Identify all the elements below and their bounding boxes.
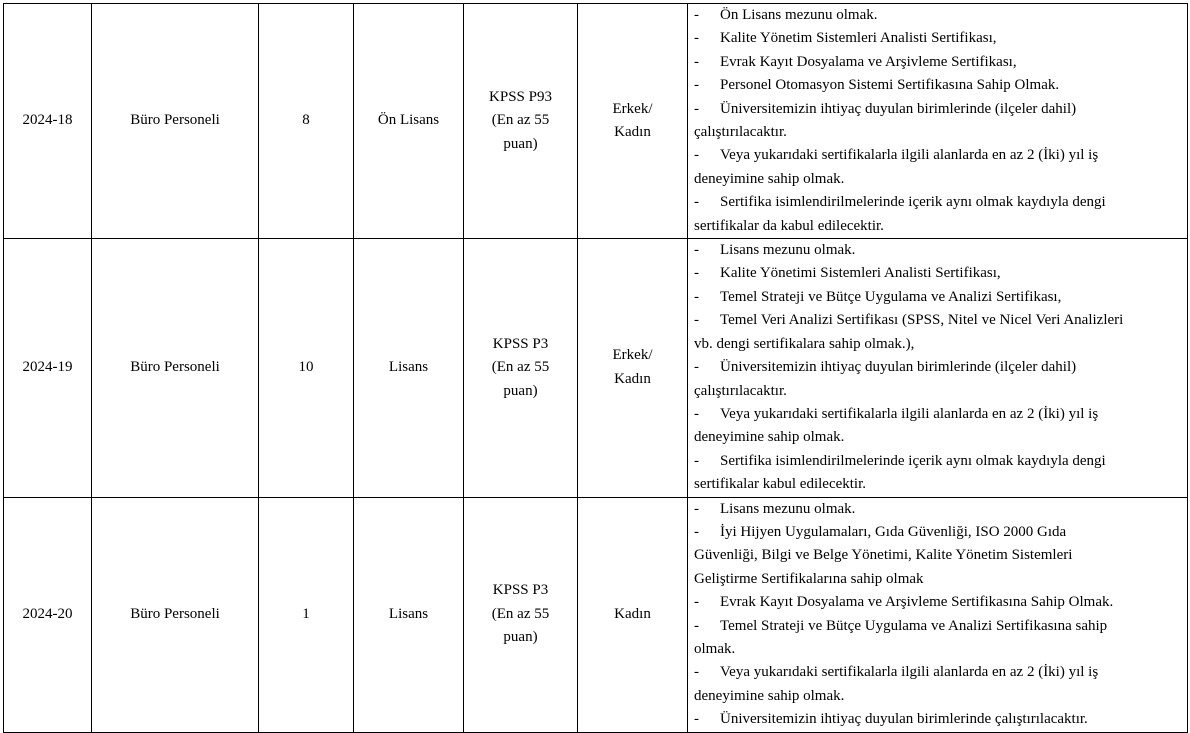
position-count-cell: 10 <box>259 239 354 497</box>
requirement-line <box>694 426 1187 449</box>
requirement-text: Geliştirme Sertifikalarına sahip olmak <box>694 570 924 587</box>
requirement-line <box>694 638 1187 661</box>
requirement-text: sertifikalar kabul edilecektir. <box>694 476 867 493</box>
requirement-text: Veya yukarıdaki sertifikalarla ilgili alanlarda en az 2 (İki) yıl iş <box>720 405 1099 422</box>
requirement-text: Üniversitemizin ihtiyaç duyulan birimlerinde (ilçeler dahil) <box>720 100 1077 117</box>
bullet-dash: - <box>694 100 699 117</box>
kpss-line: KPSS P3 <box>492 582 549 599</box>
table-row <box>4 497 1188 732</box>
requirement-line <box>694 473 1187 496</box>
gender-line: Kadın <box>614 124 651 141</box>
requirement-line <box>694 708 1187 731</box>
requirement-line <box>694 98 1187 121</box>
bullet-dash: - <box>694 523 699 540</box>
bullet-dash: - <box>694 53 699 70</box>
requirement-line <box>694 168 1187 191</box>
requirement-line <box>694 309 1187 332</box>
requirement-text: Ön Lisans mezunu olmak. <box>720 7 878 23</box>
requirement-text: Lisans mezunu olmak. <box>720 500 856 517</box>
requirement-text: deneyimine sahip olmak. <box>694 687 845 704</box>
requirement-text: Güvenliği, Bilgi ve Belge Yönetimi, Kalite Yönetim Sistemleri <box>694 547 1073 564</box>
requirement-text: Veya yukarıdaki sertifikalarla ilgili alanlarda en az 2 (İki) yıl iş <box>720 664 1099 681</box>
kpss-line: puan) <box>503 382 538 399</box>
requirement-line <box>694 450 1187 473</box>
bullet-dash: - <box>694 242 699 259</box>
requirements-cell <box>688 239 1188 497</box>
requirement-text: Lisans mezunu olmak. <box>720 242 856 259</box>
requirement-text: deneyimine sahip olmak. <box>694 429 845 446</box>
requirement-line <box>694 51 1187 74</box>
gender-cell <box>578 239 688 497</box>
requirement-line <box>694 403 1187 426</box>
requirements-cell <box>688 497 1188 732</box>
requirement-line <box>694 380 1187 403</box>
requirement-text: Kalite Yönetimi Sistemleri Analisti Sertifikası, <box>720 265 1001 282</box>
requirement-text: Sertifika isimlendirilmelerinde içerik aynı olmak kaydıyla dengi <box>720 452 1106 469</box>
bullet-dash: - <box>694 7 699 23</box>
requirement-line <box>694 333 1187 356</box>
requirement-line <box>694 568 1187 591</box>
requirement-line <box>694 74 1187 97</box>
position-code-cell: 2024-20 <box>4 497 92 732</box>
kpss-score-cell <box>464 4 578 239</box>
requirement-text: Üniversitemizin ihtiyaç duyulan birimlerinde (ilçeler dahil) <box>720 359 1077 376</box>
kpss-line: puan) <box>503 135 538 152</box>
requirement-line <box>694 661 1187 684</box>
position-count-cell: 8 <box>259 4 354 239</box>
position-title-cell: Büro Personeli <box>92 239 259 497</box>
requirement-text: Evrak Kayıt Dosyalama ve Arşivleme Sertifikasına Sahip Olmak. <box>720 594 1114 611</box>
positions-table <box>3 3 1188 733</box>
bullet-dash: - <box>694 77 699 94</box>
requirement-line <box>694 521 1187 544</box>
requirement-line <box>694 615 1187 638</box>
requirement-text: Personel Otomasyon Sistemi Sertifikasına Sahip Olmak. <box>720 77 1060 94</box>
requirement-text: çalıştırılacaktır. <box>694 124 787 141</box>
education-level-cell: Lisans <box>354 239 464 497</box>
requirement-line <box>694 239 1187 262</box>
kpss-line: KPSS P93 <box>489 88 552 105</box>
requirement-text: olmak. <box>694 640 736 657</box>
position-code-cell: 2024-18 <box>4 4 92 239</box>
bullet-dash: - <box>694 147 699 164</box>
requirement-text: Temel Veri Analizi Sertifikası (SPSS, Nitel ve Nicel Veri Analizleri <box>720 312 1124 329</box>
requirement-line <box>694 191 1187 214</box>
kpss-line: (En az 55 <box>491 605 550 622</box>
bullet-dash: - <box>694 265 699 282</box>
requirement-text: deneyimine sahip olmak. <box>694 170 845 187</box>
position-title-cell: Büro Personeli <box>92 497 259 732</box>
bullet-dash: - <box>694 405 699 422</box>
requirement-text: Kalite Yönetim Sistemleri Analisti Sertifikası, <box>720 30 997 47</box>
requirement-line <box>694 498 1187 521</box>
gender-cell <box>578 497 688 732</box>
requirement-text: Üniversitemizin ihtiyaç duyulan birimlerinde çalıştırılacaktır. <box>720 711 1088 728</box>
table-row <box>4 4 1188 239</box>
gender-cell <box>578 4 688 239</box>
requirement-text: sertifikalar da kabul edilecektir. <box>694 217 884 234</box>
bullet-dash: - <box>694 617 699 634</box>
kpss-score-cell <box>464 497 578 732</box>
kpss-score-cell <box>464 239 578 497</box>
requirement-text: Temel Strateji ve Bütçe Uygulama ve Analizi Sertifikası, <box>720 288 1062 305</box>
requirement-text: Veya yukarıdaki sertifikalarla ilgili alanlarda en az 2 (İki) yıl iş <box>720 147 1099 164</box>
gender-line: Erkek/ <box>612 100 653 117</box>
requirement-text: Evrak Kayıt Dosyalama ve Arşivleme Sertifikası, <box>720 53 1017 70</box>
requirement-line <box>694 286 1187 309</box>
requirement-text: vb. dengi sertifikalara sahip olmak.), <box>694 335 915 352</box>
requirement-line <box>694 262 1187 285</box>
requirement-text: Temel Strateji ve Bütçe Uygulama ve Analizi Sertifikasına sahip <box>720 617 1108 634</box>
bullet-dash: - <box>694 194 699 211</box>
requirement-text: İyi Hijyen Uygulamaları, Gıda Güvenliği, ISO 2000 Gıda <box>720 523 1067 540</box>
requirement-line <box>694 215 1187 238</box>
gender-line: Erkek/ <box>612 347 653 364</box>
requirement-line <box>694 685 1187 708</box>
kpss-line: (En az 55 <box>491 112 550 129</box>
requirement-line <box>694 121 1187 144</box>
bullet-dash: - <box>694 288 699 305</box>
education-level-cell: Lisans <box>354 497 464 732</box>
requirement-line <box>694 356 1187 379</box>
requirement-text: Sertifika isimlendirilmelerinde içerik aynı olmak kaydıyla dengi <box>720 194 1106 211</box>
requirement-text: çalıştırılacaktır. <box>694 382 787 399</box>
requirement-line <box>694 591 1187 614</box>
requirements-cell <box>688 4 1188 239</box>
table-row <box>4 239 1188 497</box>
position-title-cell: Büro Personeli <box>92 4 259 239</box>
requirement-line <box>694 144 1187 167</box>
kpss-line: KPSS P3 <box>492 335 549 352</box>
bullet-dash: - <box>694 711 699 728</box>
bullet-dash: - <box>694 312 699 329</box>
bullet-dash: - <box>694 594 699 611</box>
bullet-dash: - <box>694 359 699 376</box>
bullet-dash: - <box>694 664 699 681</box>
bullet-dash: - <box>694 500 699 517</box>
bullet-dash: - <box>694 452 699 469</box>
kpss-line: (En az 55 <box>491 359 550 376</box>
requirement-line <box>694 544 1187 567</box>
position-code-cell: 2024-19 <box>4 239 92 497</box>
kpss-line: puan) <box>503 629 538 646</box>
education-level-cell: Ön Lisans <box>354 4 464 239</box>
gender-line: Kadın <box>614 605 651 622</box>
requirement-line <box>694 4 1187 27</box>
requirement-line <box>694 27 1187 50</box>
position-count-cell: 1 <box>259 497 354 732</box>
bullet-dash: - <box>694 30 699 47</box>
gender-line: Kadın <box>614 370 651 387</box>
